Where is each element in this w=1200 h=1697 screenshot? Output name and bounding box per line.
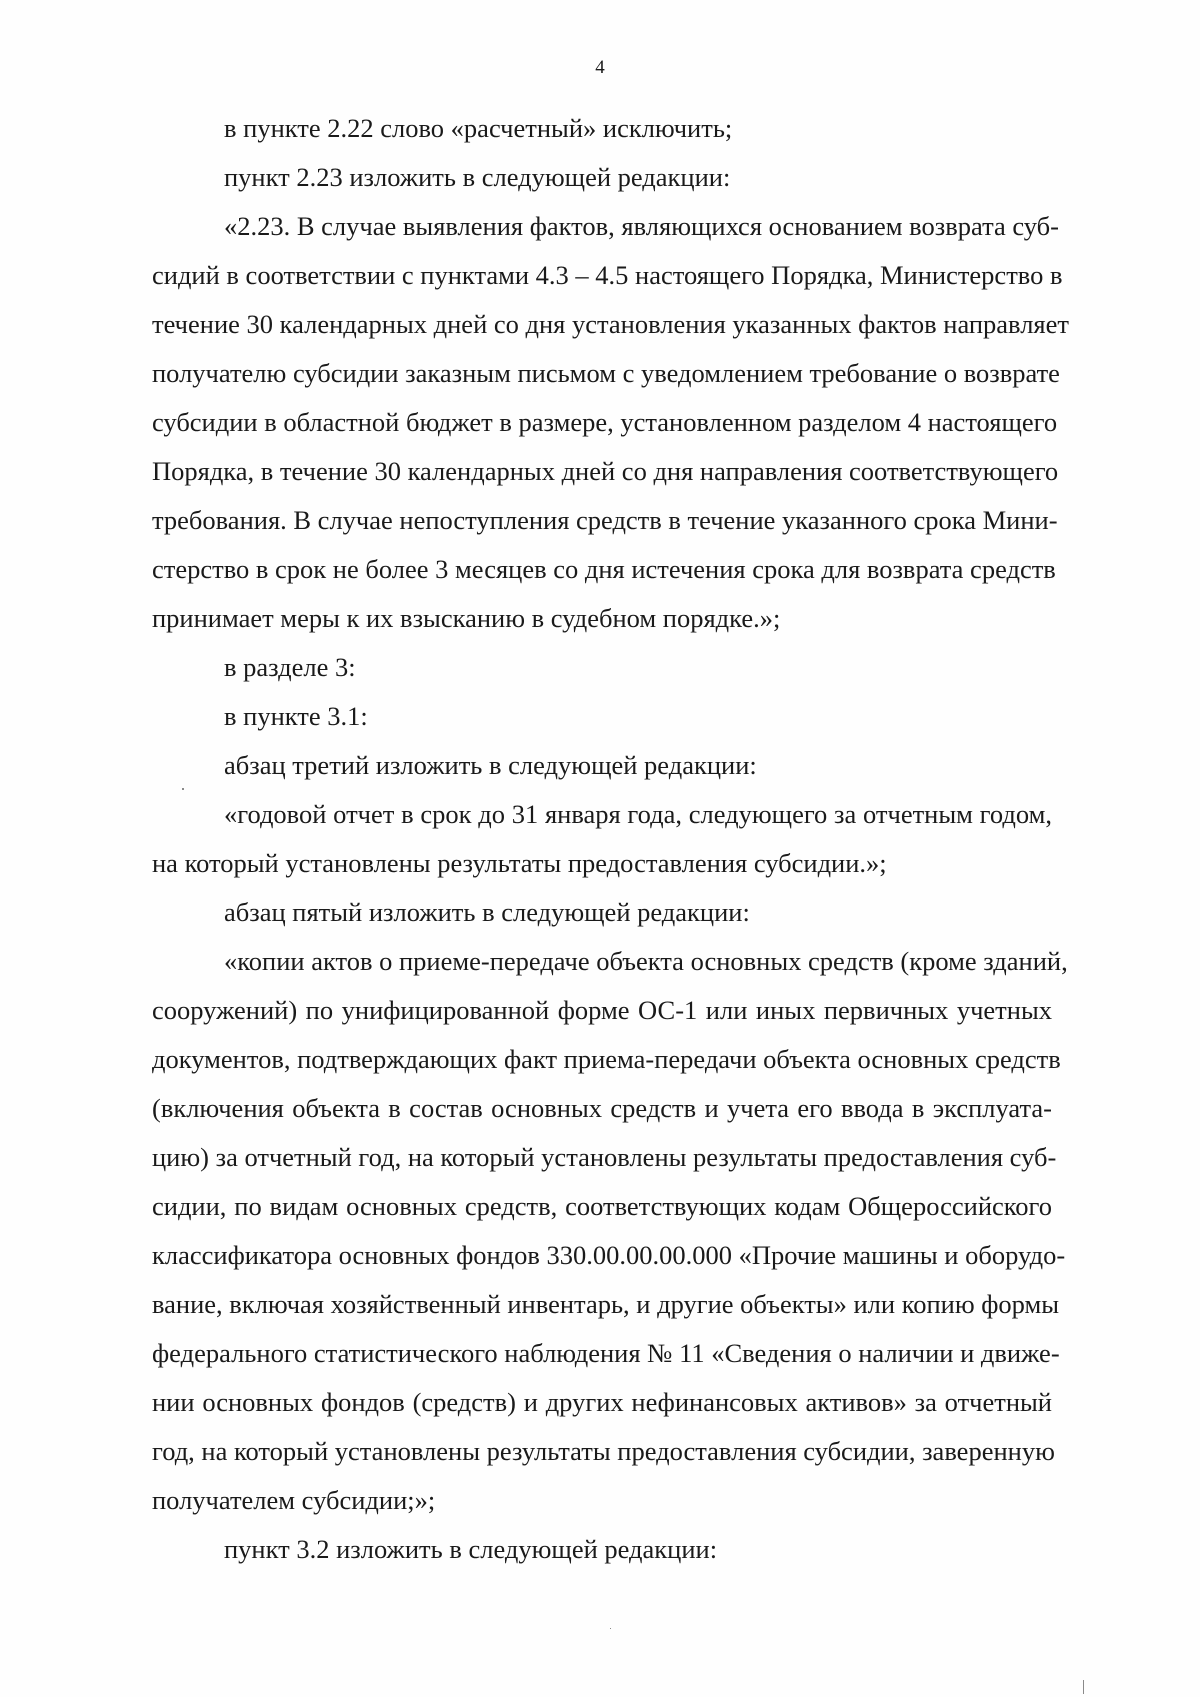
text-line: стерство в срок не более 3 месяцев со дня истечения срока для возврата средств: [152, 554, 1056, 584]
text-line: Порядка, в течение 30 календарных дней со дня направления соответствующего: [152, 456, 1059, 486]
text-line: течение 30 календарных дней со дня установления указанных фактов направляет: [152, 309, 1069, 339]
text-line: пункт 2.23 изложить в следующей редакции:: [224, 162, 731, 192]
text-line: в пункте 2.22 слово «расчетный» исключить;: [224, 113, 733, 143]
page-number: 4: [595, 57, 605, 78]
text-line: в пункте 3.1:: [224, 701, 368, 731]
text-line: документов, подтверждающих факт приема-передачи объекта основных средств: [152, 1044, 1061, 1074]
text-line: (включения объекта в состав основных средств и учета его ввода в эксплуата-: [152, 1093, 1052, 1123]
text-line: на который установлены результаты предоставления субсидии.»;: [152, 848, 887, 878]
text-line: сидий в соответствии с пунктами 4.3 – 4.5 настоящего Порядка, Министерство в: [152, 260, 1063, 290]
text-line: сидии, по видам основных средств, соответствующих кодам Общероссийского: [152, 1191, 1052, 1221]
text-line: классификатора основных фондов 330.00.00.00.000 «Прочие машины и оборудо-: [152, 1240, 1066, 1270]
text-line: получателем субсидии;»;: [152, 1485, 436, 1515]
text-line: нии основных фондов (средств) и других нефинансовых активов» за отчетный: [152, 1387, 1052, 1417]
text-line: «годовой отчет в срок до 31 января года, следующего за отчетным годом,: [224, 799, 1052, 829]
text-line: требования. В случае непоступления средств в течение указанного срока Мини-: [152, 505, 1058, 535]
scan-speck: [182, 788, 184, 790]
scan-speck: [1083, 1680, 1084, 1694]
text-line: год, на который установлены результаты предоставления субсидии, заверенную: [152, 1436, 1055, 1466]
text-line: вание, включая хозяйственный инвентарь, и другие объекты» или копию формы: [152, 1289, 1060, 1319]
text-line: пункт 3.2 изложить в следующей редакции:: [224, 1534, 718, 1564]
document-body: [152, 104, 1069, 1574]
text-line: «копии актов о приеме-передаче объекта основных средств (кроме зданий,: [224, 946, 1068, 976]
text-line: абзац третий изложить в следующей редакции:: [224, 750, 757, 780]
text-line: принимает меры к их взысканию в судебном порядке.»;: [152, 603, 781, 633]
text-line: сооружений) по унифицированной форме ОС-1 или иных первичных учетных: [152, 995, 1052, 1025]
text-line: цию) за отчетный год, на который установлены результаты предоставления суб-: [152, 1142, 1057, 1172]
scan-speck: [610, 1628, 611, 1629]
text-line: получателю субсидии заказным письмом с уведомлением требование о возврате: [152, 358, 1060, 388]
text-line: федерального статистического наблюдения № 11 «Сведения о наличии и движе-: [152, 1338, 1060, 1368]
text-line: абзац пятый изложить в следующей редакции:: [224, 897, 750, 927]
text-line: «2.23. В случае выявления фактов, являющихся основанием возврата суб-: [224, 211, 1059, 241]
text-line: субсидии в областной бюджет в размере, установленном разделом 4 настоящего: [152, 407, 1058, 437]
text-line: в разделе 3:: [224, 652, 356, 682]
